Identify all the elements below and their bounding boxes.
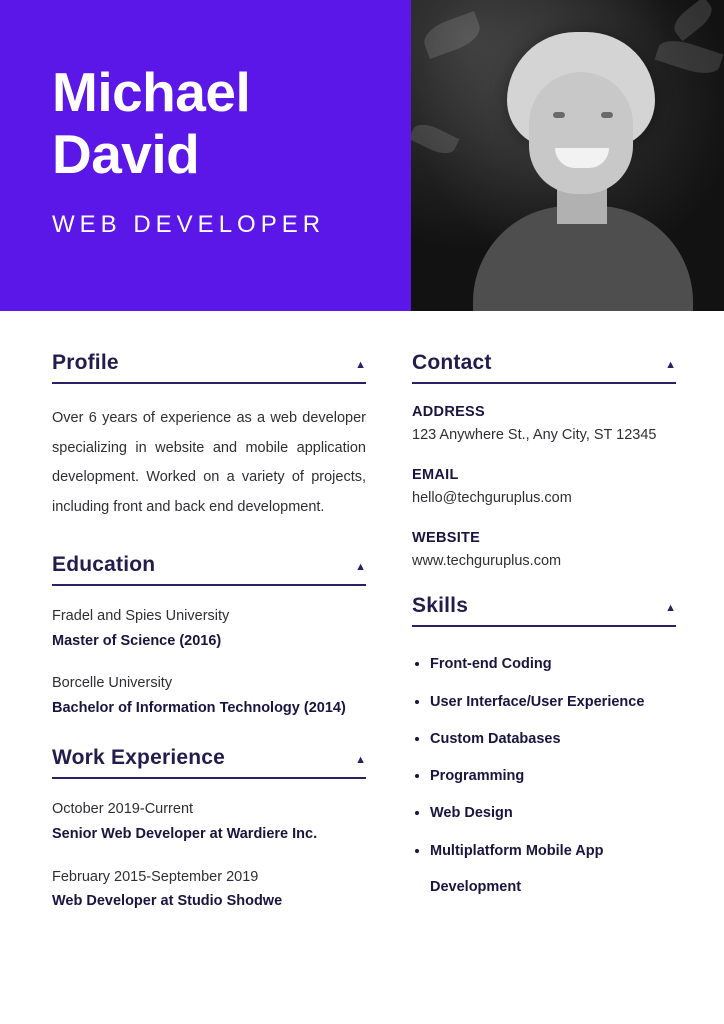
leaf-decoration-icon xyxy=(420,11,485,59)
contact-item-email xyxy=(412,467,676,510)
work-item xyxy=(52,797,366,846)
left-column xyxy=(0,351,366,914)
list-item: • Programming xyxy=(430,757,676,794)
section-header-education xyxy=(52,553,366,586)
leaf-decoration-icon xyxy=(655,35,724,80)
education-school: Borcelle University xyxy=(52,675,173,692)
collapse-caret-icon[interactable]: ▲ xyxy=(355,754,366,767)
list-item: • User Interface/User Experience xyxy=(430,683,676,720)
contact-item-address xyxy=(412,404,676,447)
collapse-caret-icon[interactable]: ▲ xyxy=(665,359,676,371)
collapse-caret-icon[interactable]: ▲ xyxy=(355,560,366,573)
list-item: • Front-end Coding xyxy=(430,645,676,682)
section-header-work-experience xyxy=(52,746,366,779)
education-school: Fradel and Spies University xyxy=(52,607,230,624)
section-title-skills: Skills xyxy=(412,594,469,618)
list-item: • Web Design xyxy=(430,794,676,831)
education-item xyxy=(52,604,366,653)
education-item xyxy=(52,671,366,720)
section-header-profile xyxy=(52,351,366,384)
header-photo xyxy=(411,0,724,311)
section-header-contact xyxy=(412,351,676,384)
work-role: Web Developer at Studio Shodwe xyxy=(52,893,283,910)
list-item: • Multiplatform Mobile App Development xyxy=(430,832,676,906)
right-column xyxy=(366,351,724,914)
contact-label: ADDRESS xyxy=(412,404,485,420)
portrait-eye-right xyxy=(601,112,613,118)
list-item: • Custom Databases xyxy=(430,720,676,757)
resume-body xyxy=(0,311,724,914)
contact-item-website xyxy=(412,530,676,573)
leaf-decoration-icon xyxy=(411,119,459,159)
section-title-contact: Contact xyxy=(412,351,492,374)
section-title-work-experience: Work Experience xyxy=(52,746,226,770)
section-title-education: Education xyxy=(52,552,156,576)
collapse-caret-icon[interactable]: ▲ xyxy=(665,602,676,615)
work-dates: February 2015-September 2019 xyxy=(52,868,259,885)
work-dates: October 2019-Current xyxy=(52,801,194,818)
contact-label: WEBSITE xyxy=(412,529,481,546)
first-name: Michael xyxy=(52,61,251,123)
contact-value: 123 Anywhere St., Any City, ST 12345 xyxy=(412,427,657,443)
work-role: Senior Web Developer at Wardiere Inc. xyxy=(52,826,318,843)
portrait-photo xyxy=(411,0,724,311)
contact-value[interactable]: www.techguruplus.com xyxy=(412,552,562,569)
last-name: David xyxy=(52,122,200,185)
contact-value[interactable]: hello@techguruplus.com xyxy=(412,489,572,506)
education-degree: Master of Science (2016) xyxy=(52,632,222,649)
section-title-profile: Profile xyxy=(52,351,119,374)
contact-label: EMAIL xyxy=(412,466,459,483)
work-item xyxy=(52,865,366,914)
header-name-block xyxy=(0,0,411,311)
education-degree: Bachelor of Information Technology (2014) xyxy=(52,699,346,716)
portrait-face xyxy=(529,72,633,194)
leaf-decoration-icon xyxy=(669,0,717,41)
skills-list xyxy=(412,645,676,905)
portrait-eye-left xyxy=(553,112,565,118)
profile-text: Over 6 years of experience as a web developer specializing in website and mobile application development. Worked on a variety of projects, including front and back end development. xyxy=(52,410,366,516)
job-title: WEB DEVELOPER xyxy=(52,211,326,239)
resume-header xyxy=(0,0,724,311)
section-header-skills xyxy=(412,594,676,627)
collapse-caret-icon[interactable]: ▲ xyxy=(355,359,366,371)
